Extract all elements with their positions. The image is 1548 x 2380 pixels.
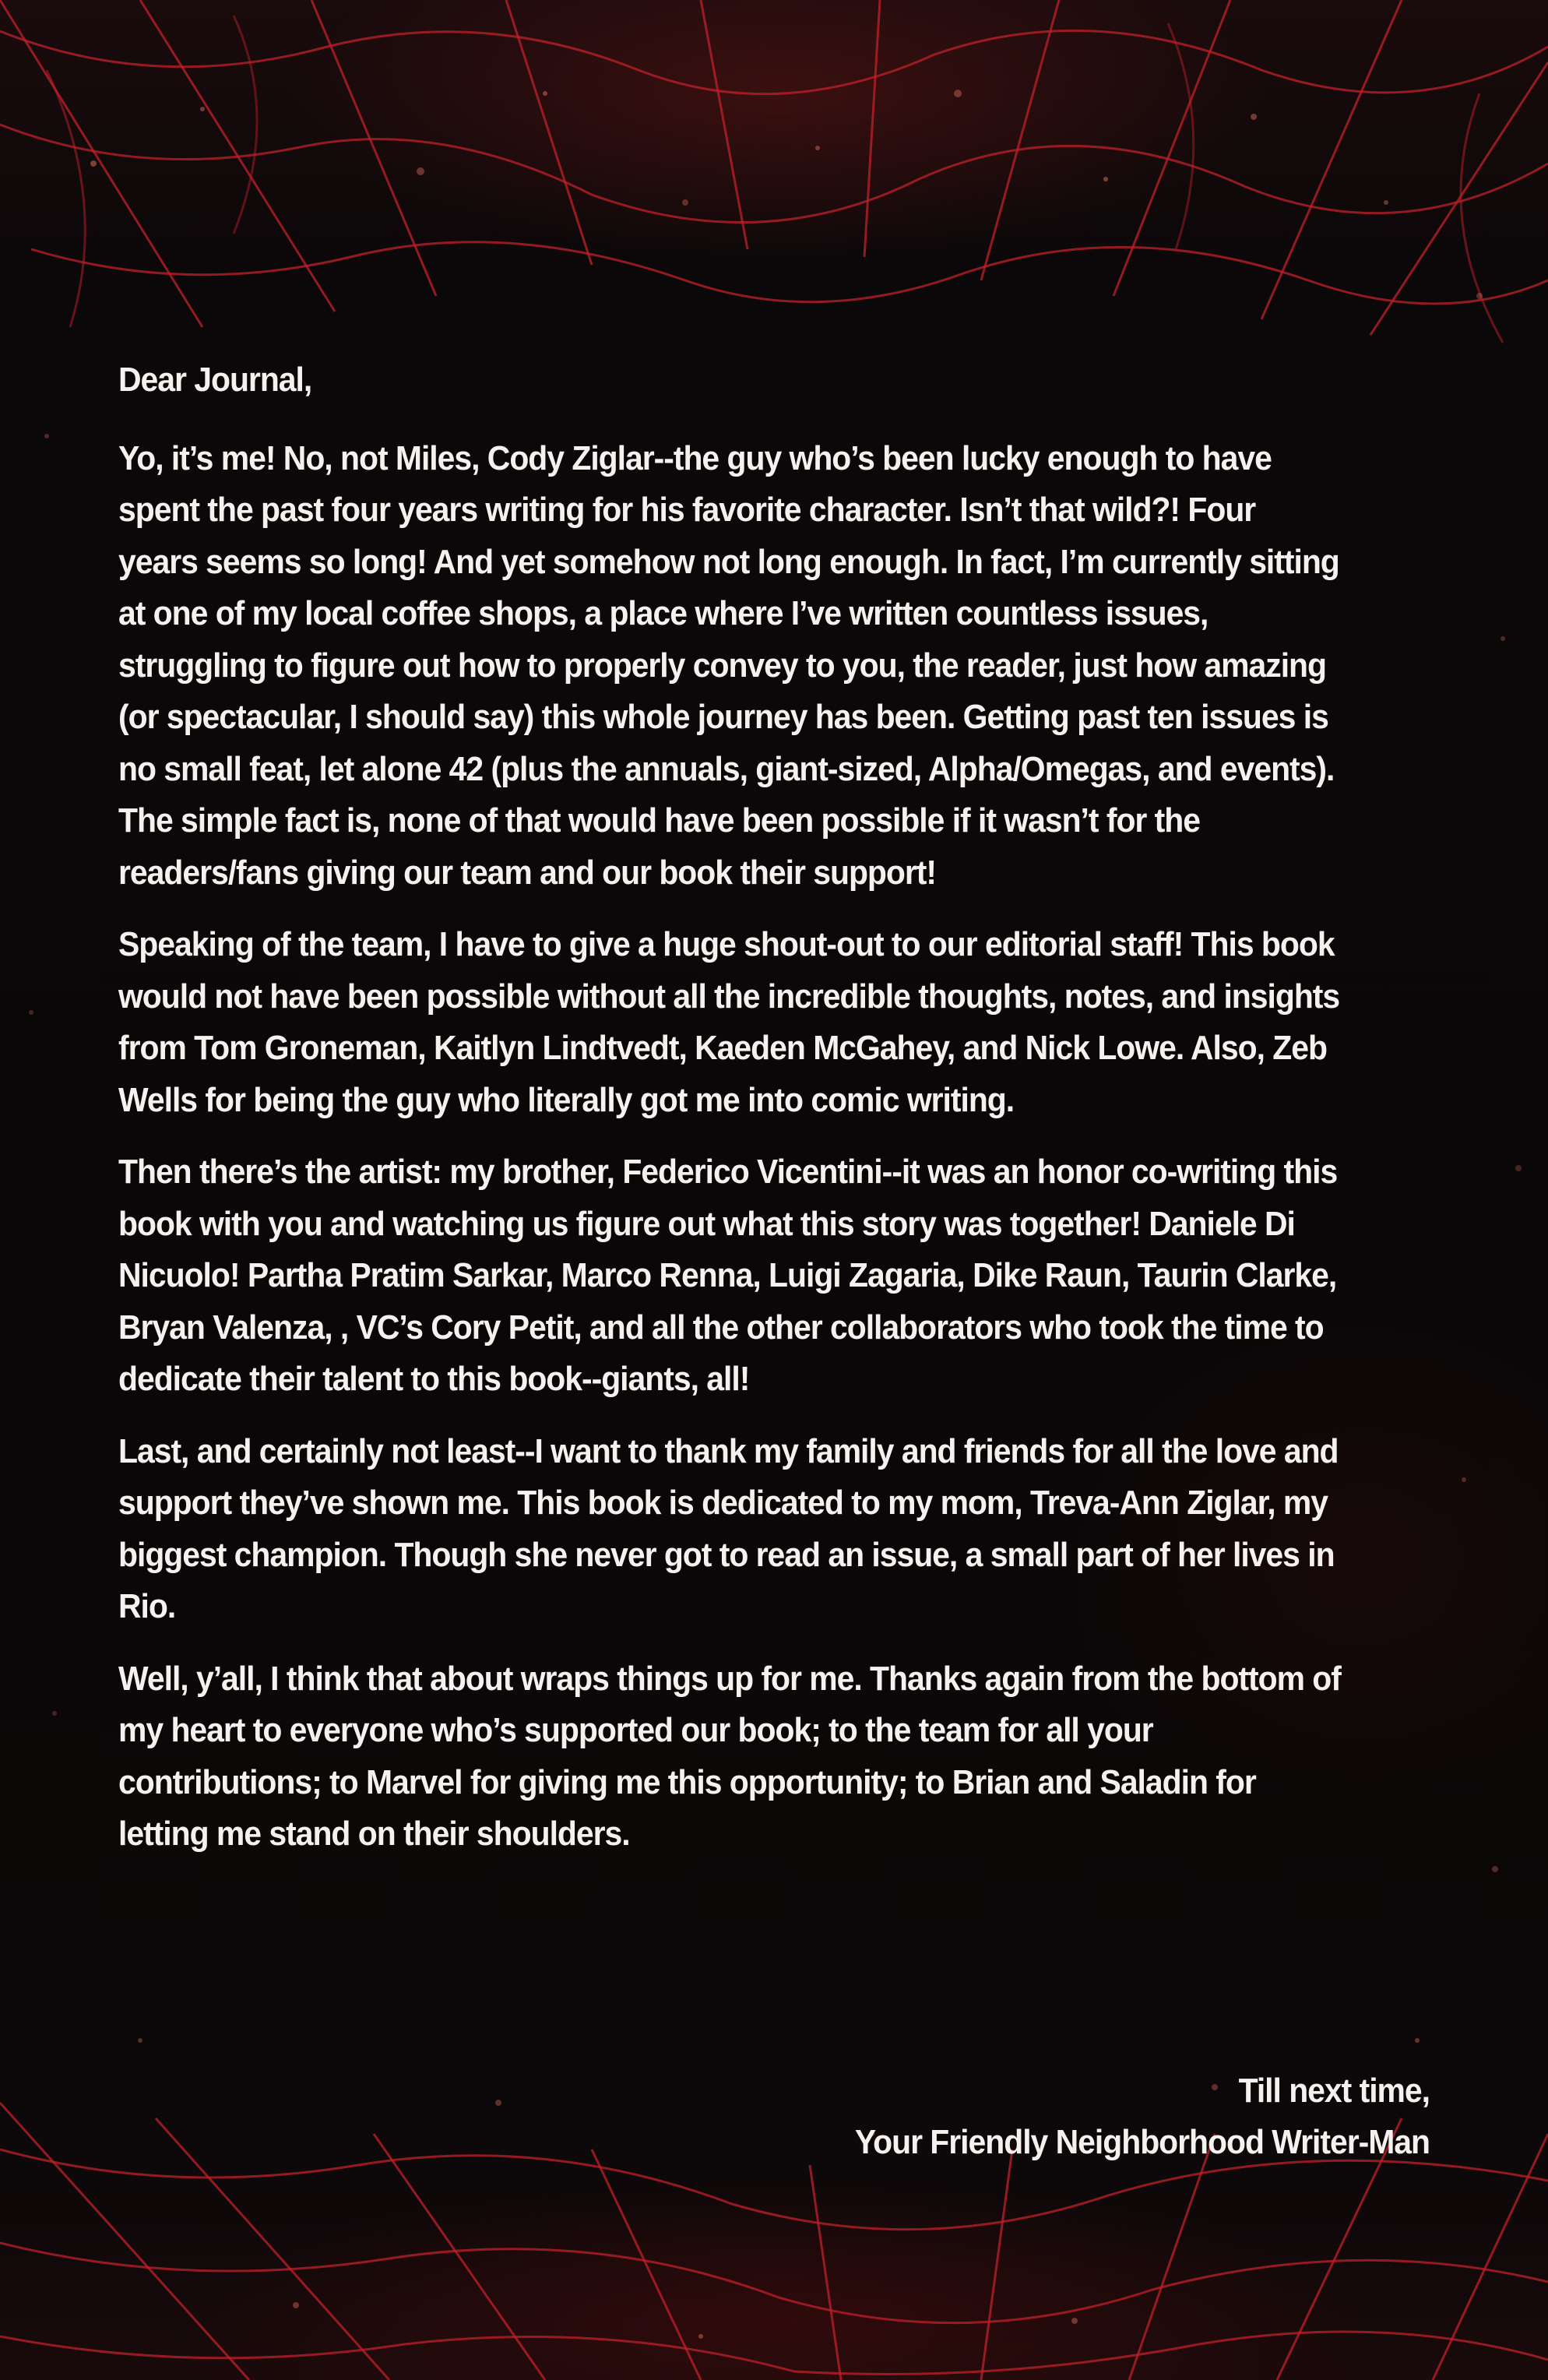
- paragraph: Well, y’all, I think that about wraps things up for me. Thanks again from the bottom of my heart to everyone who’s supported our book; to the team for all your contributions; to Marvel for giving me this opportunity; to Brian and Saladin for letting me stand on their shoulders.: [118, 1659, 1341, 1853]
- spider-web-top: [0, 0, 1548, 343]
- paragraph: Then there’s the artist: my brother, Federico Vicentini--it was an honor co-writing this book with you and watching us figure out what this story was together! Daniele Di Nicuolo! Partha Pratim Sarkar, Marco Renna, Luigi Zagaria, Dike Raun, Taurin Clarke, Bryan Valenza, , VC’s Cory Petit, and all the other collaborators who took the time to dedicate their talent to this book--giants, all!: [118, 1153, 1338, 1398]
- signature-line: Your Friendly Neighborhood Writer-Man: [854, 2123, 1430, 2161]
- paragraph: Yo, it’s me! No, not Miles, Cody Ziglar--the guy who’s been lucky enough to have spent the past four years writing for his favorite character. Isn’t that wild?! Four years seems so long! And yet somehow not long enough. In fact, I’m currently sitting at one of my local coffee shops, a place where I’ve written countless issues, struggling to figure out how to properly convey to you, the reader, just how amazing (or spectacular, I should say) this whole journey has been. Getting past ten issues is no small feat, let alone 42 (plus the annuals, giant-sized, Alpha/Omegas, and events). The simple fact is, none of that would have been possible if it wasn’t for the readers/fans giving our team and our book their support!: [118, 438, 1339, 892]
- letter-body: [118, 354, 1342, 1881]
- signoff: [561, 2065, 1430, 2168]
- closing-line: Till next time,: [1238, 2072, 1430, 2110]
- paragraph: Speaking of the team, I have to give a huge shout-out to our editorial staff! This book would not have been possible without all the incredible thoughts, notes, and insights from Tom Groneman, Kaitlyn Lindtvedt, Kaeden McGahey, and Nick Lowe. Also, Zeb Wells for being the guy who literally got me into comic writing.: [118, 925, 1340, 1119]
- salutation: Dear Journal,: [118, 361, 312, 399]
- paragraph: Last, and certainly not least--I want to thank my family and friends for all the love and support they’ve shown me. This book is dedicated to my mom, Treva-Ann Ziglar, my biggest champion. Though she never got to read an issue, a small part of her lives in Rio.: [118, 1431, 1339, 1625]
